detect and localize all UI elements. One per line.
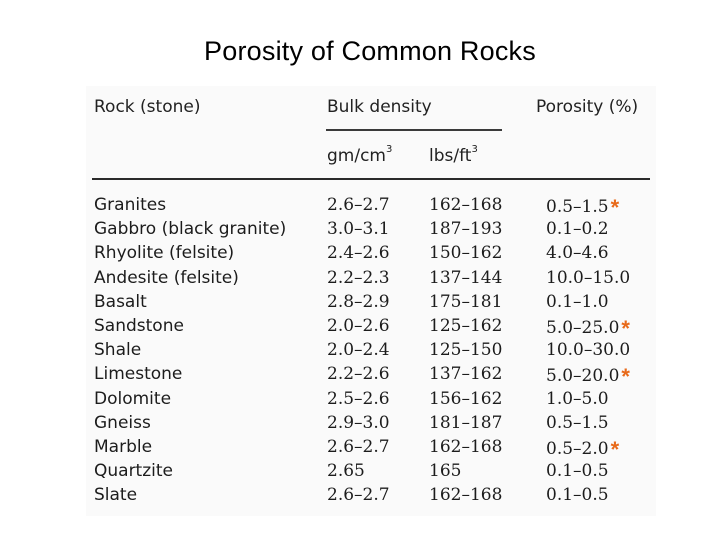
porosity-value bbox=[546, 292, 609, 312]
density-gm-cm3 bbox=[327, 292, 390, 312]
density-gm-cm3-text: 2.9–3.0 bbox=[327, 412, 390, 433]
rock-name bbox=[94, 364, 182, 384]
density-gm-cm3 bbox=[327, 364, 390, 384]
density-gm-cm3 bbox=[327, 243, 390, 263]
density-lbs-ft3 bbox=[429, 437, 502, 457]
header-porosity: Porosity (%) bbox=[536, 97, 639, 117]
porosity-value bbox=[546, 195, 620, 220]
density-gm-cm3 bbox=[327, 437, 390, 457]
header-lbs-ft3: lbs/$ft^3$ bbox=[429, 144, 478, 166]
rock-porosity-table bbox=[86, 86, 656, 516]
density-lbs-ft3-text: 137–162 bbox=[429, 364, 503, 385]
density-lbs-ft3 bbox=[429, 219, 502, 239]
density-gm-cm3 bbox=[327, 413, 390, 433]
asterisk-marker: * bbox=[621, 364, 630, 390]
rock-name-text: Marble bbox=[94, 437, 153, 457]
porosity-value bbox=[546, 268, 630, 288]
density-lbs-ft3 bbox=[429, 485, 502, 505]
rock-name bbox=[94, 316, 184, 336]
density-gm-cm3-text: 2.2–2.6 bbox=[327, 364, 390, 385]
porosity-value-text: 0.1–0.5 bbox=[546, 461, 609, 482]
density-gm-cm3-text: 2.6–2.7 bbox=[327, 437, 390, 457]
bulk-density-underline bbox=[326, 129, 502, 131]
rock-name-text: Limestone bbox=[94, 364, 183, 385]
porosity-value bbox=[546, 219, 609, 239]
density-lbs-ft3-text: 175–181 bbox=[429, 291, 503, 312]
density-lbs-ft3-text: 156–162 bbox=[429, 388, 503, 409]
asterisk-marker: * bbox=[621, 316, 630, 341]
density-lbs-ft3 bbox=[429, 413, 502, 433]
density-lbs-ft3-text: 187–193 bbox=[429, 219, 503, 240]
rock-name-text: Gneiss bbox=[94, 412, 151, 433]
density-lbs-ft3 bbox=[429, 195, 502, 215]
porosity-value-text: 4.0–4.6 bbox=[546, 243, 609, 264]
porosity-value-text: 0.5–1.5 bbox=[546, 197, 609, 217]
density-lbs-ft3 bbox=[429, 461, 461, 481]
density-gm-cm3-text: 2.5–2.6 bbox=[327, 388, 390, 409]
porosity-value-text: 0.1–1.0 bbox=[546, 291, 609, 312]
density-lbs-ft3 bbox=[429, 340, 502, 360]
density-gm-cm3 bbox=[327, 461, 365, 481]
porosity-value-text: 5.0–25.0 bbox=[546, 318, 620, 338]
rock-name bbox=[94, 389, 171, 409]
porosity-value-text: 5.0–20.0 bbox=[546, 366, 620, 387]
porosity-value-text: 1.0–5.0 bbox=[546, 388, 609, 409]
density-lbs-ft3 bbox=[429, 243, 502, 263]
rock-name-text: Quartzite bbox=[94, 461, 173, 482]
porosity-value-text: 0.5–2.0 bbox=[546, 439, 609, 459]
density-lbs-ft3-text: 125–162 bbox=[429, 316, 503, 336]
porosity-value-text: 10.0–30.0 bbox=[546, 340, 631, 361]
porosity-value bbox=[546, 364, 630, 390]
rock-name-text: Shale bbox=[94, 340, 142, 361]
rock-name-text: Rhyolite (felsite) bbox=[94, 243, 235, 264]
density-gm-cm3-text: 3.0–3.1 bbox=[327, 219, 390, 240]
density-gm-cm3 bbox=[327, 219, 390, 239]
density-gm-cm3 bbox=[327, 340, 390, 360]
rock-name bbox=[94, 340, 141, 360]
porosity-value bbox=[546, 340, 630, 360]
density-gm-cm3-text: 2.0–2.6 bbox=[327, 316, 390, 336]
density-lbs-ft3-text: 150–162 bbox=[429, 243, 503, 264]
rock-name-text: Sandstone bbox=[94, 316, 184, 336]
header-bulk-density: Bulk density bbox=[327, 97, 432, 117]
porosity-value-text: 0.1–0.5 bbox=[546, 485, 609, 506]
porosity-value bbox=[546, 389, 609, 409]
porosity-value-text: 0.5–1.5 bbox=[546, 412, 609, 433]
density-gm-cm3-text: 2.65 bbox=[327, 461, 365, 482]
header-rock: Rock (stone) bbox=[94, 97, 201, 117]
density-gm-cm3-text: 2.0–2.4 bbox=[327, 340, 390, 361]
density-lbs-ft3 bbox=[429, 268, 502, 288]
rock-name bbox=[94, 219, 286, 239]
rock-name bbox=[94, 461, 173, 481]
porosity-value-text: 10.0–15.0 bbox=[546, 267, 631, 288]
rock-name bbox=[94, 292, 147, 312]
header-divider bbox=[92, 178, 650, 180]
density-lbs-ft3-text: 162–168 bbox=[429, 437, 503, 457]
density-gm-cm3-text: 2.2–2.3 bbox=[327, 267, 390, 288]
density-lbs-ft3-text: 181–187 bbox=[429, 412, 503, 433]
density-gm-cm3-text: 2.6–2.7 bbox=[327, 485, 390, 506]
density-gm-cm3 bbox=[327, 195, 390, 215]
density-gm-cm3 bbox=[327, 316, 390, 336]
porosity-value bbox=[546, 461, 609, 481]
density-lbs-ft3-text: 162–168 bbox=[429, 485, 503, 506]
density-lbs-ft3-text: 137–144 bbox=[429, 267, 503, 288]
density-lbs-ft3 bbox=[429, 389, 502, 409]
rock-name-text: Basalt bbox=[94, 291, 147, 312]
rock-name-text: Granites bbox=[94, 195, 167, 215]
porosity-value bbox=[546, 413, 609, 433]
density-lbs-ft3-text: 165 bbox=[429, 461, 462, 482]
rock-name-text: Slate bbox=[94, 485, 138, 506]
rock-name bbox=[94, 437, 152, 457]
asterisk-marker: * bbox=[610, 437, 620, 462]
density-lbs-ft3 bbox=[429, 316, 502, 336]
porosity-value-text: 0.1–0.2 bbox=[546, 219, 609, 240]
density-gm-cm3 bbox=[327, 389, 390, 409]
density-gm-cm3-text: 2.6–2.7 bbox=[327, 195, 390, 215]
density-gm-cm3-text: 2.4–2.6 bbox=[327, 243, 390, 264]
density-gm-cm3-text: 2.8–2.9 bbox=[327, 291, 390, 312]
density-lbs-ft3-text: 162–168 bbox=[429, 195, 503, 215]
asterisk-marker: * bbox=[610, 195, 620, 220]
density-lbs-ft3-text: 125–150 bbox=[429, 340, 503, 361]
rock-name bbox=[94, 485, 137, 505]
header-gm-cm3: $gm/cm^3$ bbox=[327, 144, 393, 166]
density-gm-cm3 bbox=[327, 485, 390, 505]
density-lbs-ft3 bbox=[429, 292, 502, 312]
rock-name-text: Andesite (felsite) bbox=[94, 267, 239, 288]
porosity-value bbox=[546, 243, 609, 263]
rock-name-text: Dolomite bbox=[94, 388, 172, 409]
rock-name bbox=[94, 195, 166, 215]
rock-name bbox=[94, 268, 239, 288]
density-gm-cm3 bbox=[327, 268, 390, 288]
density-lbs-ft3 bbox=[429, 364, 502, 384]
porosity-value bbox=[546, 316, 630, 341]
porosity-value bbox=[546, 437, 620, 462]
rock-name bbox=[94, 243, 234, 263]
rock-name-text: Gabbro (black granite) bbox=[94, 219, 287, 240]
slide-title: Porosity of Common Rocks bbox=[204, 36, 536, 66]
rock-name bbox=[94, 413, 151, 433]
porosity-value bbox=[546, 485, 609, 505]
